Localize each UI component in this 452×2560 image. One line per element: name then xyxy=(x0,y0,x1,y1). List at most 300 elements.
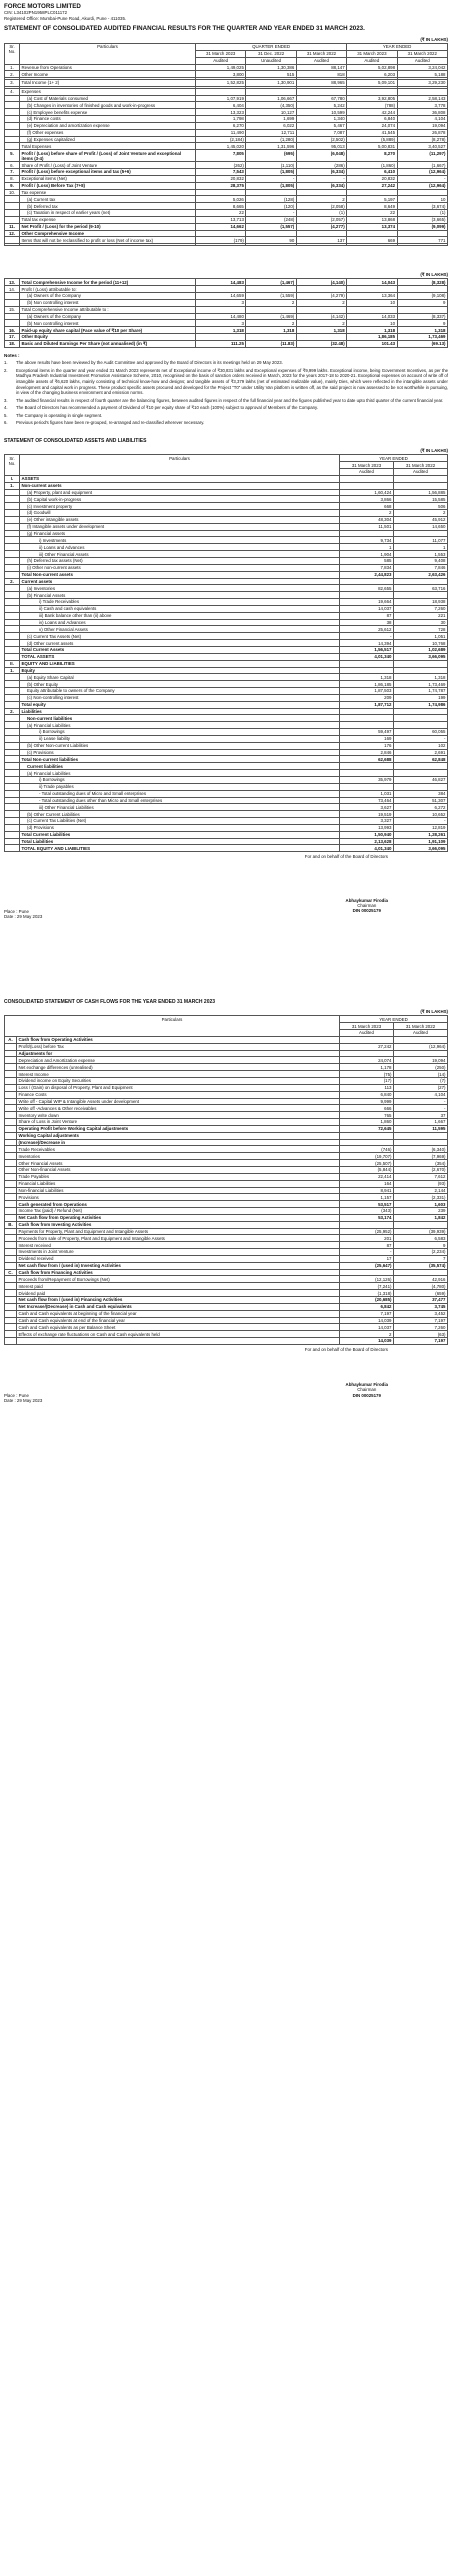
assets-row-value: 87 xyxy=(340,612,394,619)
assets-row xyxy=(5,530,448,537)
cashflow-row-value: 87 xyxy=(340,1242,394,1249)
results-row xyxy=(5,71,448,78)
results-row-value: (11.83) xyxy=(246,340,296,347)
assets-row-label: Total Liabilities xyxy=(20,838,340,845)
cashflow-status-0: Audited xyxy=(340,1030,394,1037)
cashflow-row-sr xyxy=(5,1043,17,1050)
cashflow-row-value: 239 xyxy=(394,1208,448,1215)
assets-row-sr xyxy=(5,818,20,825)
results-row-sr: 5. xyxy=(5,150,20,162)
assets-status-1: Audited xyxy=(394,469,448,476)
assets-row-value xyxy=(394,763,448,770)
results-row-sr: 18. xyxy=(5,340,20,347)
assets-row-value: 1 xyxy=(340,544,394,551)
assets-row-sr xyxy=(5,564,20,571)
assets-row-label: (d) Other current assets xyxy=(20,640,340,647)
results-row-value xyxy=(397,88,447,95)
cashflow-row-value: (19,707) xyxy=(340,1153,394,1160)
assets-row-value xyxy=(340,667,394,674)
results-row-label: Tax expense xyxy=(20,189,196,196)
cashflow-row-value: (343) xyxy=(340,1208,394,1215)
assets-row xyxy=(5,708,448,715)
cashflow-row-label: Share of Loss in Joint Venture xyxy=(17,1119,340,1126)
cashflow-row-label xyxy=(17,1338,340,1345)
assets-date-1: 31 March 2022 xyxy=(394,462,448,469)
cashflow-date-1: 31 March 2022 xyxy=(394,1023,448,1030)
results-row-value: (1,805) xyxy=(246,182,296,189)
assets-row-value: 1,553 xyxy=(394,551,448,558)
results-row-value xyxy=(397,306,447,313)
results-row-label: Other Income xyxy=(20,71,196,78)
cashflow-row xyxy=(5,1276,448,1283)
assets-row-sr xyxy=(5,756,20,763)
cashflow-row xyxy=(5,1071,448,1078)
results-row-sr xyxy=(5,237,20,244)
note-item xyxy=(4,413,448,419)
assets-row-value: 1,91,109 xyxy=(394,838,448,845)
cashflow-row-value xyxy=(340,1269,394,1276)
results-row-value: (4,142) xyxy=(296,313,346,320)
assets-row-value: 1,28,261 xyxy=(394,831,448,838)
results-status-4: Audited xyxy=(397,57,447,64)
cashflow-row-value: (7,241) xyxy=(340,1283,394,1290)
results-row-value: 3,800 xyxy=(196,71,246,78)
cashflow-row-value: (7) xyxy=(394,1078,448,1085)
assets-row-sr xyxy=(5,516,20,523)
results-row xyxy=(5,216,448,223)
results-row-value: (120) xyxy=(246,203,296,210)
assets-row xyxy=(5,722,448,729)
assets-title: STATEMENT OF CONSOLIDATED ASSETS AND LIABILITIES xyxy=(4,438,147,445)
results-row-value: 8,649 xyxy=(347,203,397,210)
cashflow-row-label: Payments for Property, Plant and Equipment and Intangible Assets xyxy=(17,1228,340,1235)
results-row-sr: 1. xyxy=(5,64,20,71)
assets-row-label: Current assets xyxy=(20,578,340,585)
results-row-value: 10 xyxy=(347,299,397,306)
assets-row-value: 10,652 xyxy=(394,811,448,818)
cashflow-row-value: 14,037 xyxy=(340,1324,394,1331)
cashflow-row-sr xyxy=(5,1139,17,1146)
cashflow-row xyxy=(5,1084,448,1091)
results-row-value: 88,965 xyxy=(296,80,346,87)
cashflow-row-value: 201 xyxy=(340,1235,394,1242)
assets-row xyxy=(5,681,448,688)
cashflow-row-sr xyxy=(5,1146,17,1153)
results-row-label: (b) Non controlling interest xyxy=(20,299,196,306)
assets-row-sr: 2. xyxy=(5,708,20,715)
cashflow-row-sr xyxy=(5,1242,17,1249)
assets-row-value: 585 xyxy=(340,558,394,565)
cashflow-row-value xyxy=(340,1132,394,1139)
assets-row-value: 9,408 xyxy=(394,558,448,565)
results-row-value: 14,033 xyxy=(347,313,397,320)
results-row-value: 5,197 xyxy=(347,196,397,203)
cashflow-row-value: (63) xyxy=(394,1331,448,1338)
cashflow-row-value: 53,174 xyxy=(340,1214,394,1221)
results-row-value: 6,203 xyxy=(347,71,397,78)
assets-row-value: 1,318 xyxy=(394,674,448,681)
cashflow-row-sr xyxy=(5,1050,17,1057)
cashflow-row-value: (659) xyxy=(394,1290,448,1297)
assets-row-label: Total equity xyxy=(20,701,340,708)
results-row-sr: 6. xyxy=(5,162,20,169)
assets-row-value: 2,846 xyxy=(340,749,394,756)
results-row-value: 1,318 xyxy=(246,327,296,334)
results-row-value xyxy=(296,244,346,246)
results-row-value: 7,805 xyxy=(196,150,246,162)
cashflow-row-label: (Increase)/Decrease in xyxy=(17,1139,340,1146)
assets-row-label: (b) Other Non-current Liabilities xyxy=(20,742,340,749)
cashflow-row-label: Net Increase/(Decrease) in Cash and Cash equivalents xyxy=(17,1303,340,1310)
results-row-value xyxy=(296,88,346,95)
assets-row-value: 4,01,340 xyxy=(340,845,394,852)
results-row-label: (a) Cost of Materials consumed xyxy=(20,95,196,102)
results-row xyxy=(5,286,448,293)
results-row-value: 3,24,042 xyxy=(397,64,447,71)
results-row-value xyxy=(196,88,246,95)
assets-row-sr xyxy=(5,633,20,640)
results-row-value: (1,860) xyxy=(347,162,397,169)
results-row-value: 95,013 xyxy=(296,143,346,150)
cashflow-row xyxy=(5,1290,448,1297)
results-row-sr xyxy=(5,143,20,150)
company-cin: CIN: L34102PN1958PLC011172 xyxy=(4,10,68,16)
results-row-label: (a) Owners of the Company xyxy=(20,313,196,320)
cashflow-row-value: (12,126) xyxy=(340,1276,394,1283)
cashflow-row-sr xyxy=(5,1249,17,1256)
results-row-value: 28,375 xyxy=(196,182,246,189)
assets-row-value: 35,979 xyxy=(340,777,394,784)
cashflow-signatory-din: DIN 00025179 xyxy=(352,1392,381,1398)
results-row-value: 1,318 xyxy=(296,327,346,334)
results-row-value: (1,667) xyxy=(397,162,447,169)
assets-row-value xyxy=(394,482,448,489)
results-row-sr: 4. xyxy=(5,88,20,95)
assets-row-label: Total Current Assets xyxy=(20,646,340,653)
note-number: 4. xyxy=(4,405,8,411)
results-row xyxy=(5,150,448,162)
cashflow-row-label: Proceeds from/Repayment of Borrowings (Net) xyxy=(17,1276,340,1283)
assets-row-sr xyxy=(5,681,20,688)
results-row-value: 26,878 xyxy=(397,129,447,136)
assets-place: Place : Pune xyxy=(4,908,29,914)
cashflow-row-label: Profit/(Loss) before Tax xyxy=(17,1043,340,1050)
cashflow-row xyxy=(5,1078,448,1085)
assets-row xyxy=(5,667,448,674)
cashflow-row-label: Operating Profit before Working Capital adjustments xyxy=(17,1125,340,1132)
cashflow-row-sr xyxy=(5,1125,17,1132)
assets-row xyxy=(5,599,448,606)
cashflow-row-value: (25,507) xyxy=(340,1160,394,1167)
cashflow-row-sr xyxy=(5,1105,17,1112)
cashflow-row xyxy=(5,1194,448,1201)
assets-row-value xyxy=(340,482,394,489)
cashflow-row-label: Other Non-financial Assets xyxy=(17,1166,340,1173)
assets-row xyxy=(5,482,448,489)
assets-row-value xyxy=(340,592,394,599)
assets-row-label: (b) Financial Assets xyxy=(20,592,340,599)
cashflow-row xyxy=(5,1119,448,1126)
results-row-value: (2,057) xyxy=(296,216,346,223)
assets-row-value: 45,912 xyxy=(394,516,448,523)
cashflow-row-value: 6,842 xyxy=(340,1303,394,1310)
results-row-value: 6,022 xyxy=(246,122,296,129)
results-row-value: 20,832 xyxy=(196,175,246,182)
results2-unit: (₹ IN LAKHS) xyxy=(420,272,448,278)
cashflow-row xyxy=(5,1050,448,1057)
results-row-sr xyxy=(5,109,20,116)
assets-row-value: 2,691 xyxy=(394,749,448,756)
cashflow-row-label: Trade Payables xyxy=(17,1173,340,1180)
cashflow-row xyxy=(5,1221,448,1228)
note-text: The audited financial results in respect of fourth quarter are the balancing figures, between audited figures in respect of the full financial year and the figures published year to date upto third quarter of the current financial year. xyxy=(16,397,444,403)
results-row-value: (788) xyxy=(347,102,397,109)
assets-row xyxy=(5,585,448,592)
cashflow-row-sr xyxy=(5,1262,17,1269)
assets-row-value xyxy=(340,715,394,722)
results-row-label: Total tax expense xyxy=(20,216,196,223)
cashflow-row-value: 2,144 xyxy=(394,1187,448,1194)
results-row-value: 13,868 xyxy=(347,216,397,223)
note-text: Exceptional items in the quarter and year ended 31 March 2023 represents net of Exceptional income of ₹30,831 lakhs and Exceptional expenses of ₹9,999 lakhs. Exceptional income, being Government Incentives, as per the Madhya Pradesh Industrial Investment Promotion Assistance Scheme, 2010, recognised on the basis of sanction orders received in March, 2023 for the years 2017-18 to 2020-21. Exceptional expenses on account of write off of intangible assets of ₹6,620 lakhs, mainly consisting of technical know-how and designs; and tangible assets of ₹3,379 lakhs (net of estimated realizable value), mainly Dies, which were reflected in the intangible assets under development and capital work in progress. These product specific assets procured and developed for the Project “T0” under Utility Van platform is written off, as the said project is now assessed to be not worthwhile in pursuing, in view of the changing business environment and emission norms. xyxy=(16,367,448,396)
registered-office: Registered Office: Mumbai-Pune Road, Akurdi, Pune - 411035. xyxy=(4,15,127,21)
results-row xyxy=(5,334,448,341)
results-row xyxy=(5,122,448,129)
results-row-value: 1,52,825 xyxy=(196,80,246,87)
cashflow-row-label: Net cash flow from / (used in) Financing Activities xyxy=(17,1297,340,1304)
cashflow-row-sr xyxy=(5,1091,17,1098)
cashflow-row-value: 53,517 xyxy=(340,1201,394,1208)
results-row-value: (4,279) xyxy=(296,293,346,300)
results-row-value xyxy=(196,334,246,341)
results-row-label: Total Income (1+ 2) xyxy=(20,80,196,87)
results-row-value: 4,104 xyxy=(397,116,447,123)
cashflow-row-value: (2,670) xyxy=(394,1166,448,1173)
assets-row xyxy=(5,653,448,660)
results-row-value: 1,07,919 xyxy=(196,95,246,102)
assets-row-label: ASSETS xyxy=(20,475,340,482)
results-row-value: 1,340 xyxy=(296,116,346,123)
cashflow-unit: (₹ IN LAKHS) xyxy=(420,1009,448,1015)
cashflow-row-value: 8,941 xyxy=(340,1187,394,1194)
col-sr: Sr. No. xyxy=(5,44,20,65)
results-row xyxy=(5,196,448,203)
results-row xyxy=(5,102,448,109)
assets-row xyxy=(5,592,448,599)
results-row-label: (a) Current tax xyxy=(20,196,196,203)
results-row-value: 1,798 xyxy=(196,116,246,123)
cashflow-signature-block xyxy=(4,1382,448,1404)
cashflow-row-value: 2 xyxy=(340,1331,394,1338)
cashflow-row-value xyxy=(340,1050,394,1057)
cashflow-row-value: 7,197 xyxy=(394,1317,448,1324)
assets-row xyxy=(5,612,448,619)
results-row-value xyxy=(296,306,346,313)
note-number: 5. xyxy=(4,412,8,418)
assets-row-sr xyxy=(5,790,20,797)
assets-row xyxy=(5,688,448,695)
results-date-3: 31 March 2023 xyxy=(347,50,397,57)
cashflow-row-label: Inventory write down xyxy=(17,1112,340,1119)
assets-row-label: (a) Inventories xyxy=(20,585,340,592)
results-row-value: (1,467) xyxy=(246,279,296,286)
cashflow-row-sr xyxy=(5,1317,17,1324)
results-row-value: 818 xyxy=(296,71,346,78)
cashflow-row-label: Non-financial Liabilities xyxy=(17,1187,340,1194)
results-row-value: 1,49,025 xyxy=(196,64,246,71)
results-row-value: 8,665 xyxy=(196,203,246,210)
results-row-label: (b) Changes in inventories of finished goods and work-in-progress xyxy=(20,102,196,109)
assets-row-label: (b) Other Current Liabilities xyxy=(20,811,340,818)
results-row-value: (179) xyxy=(196,237,246,244)
results-row-value: 9 xyxy=(397,299,447,306)
cashflow-row-label: Dividend income on Equity Securities xyxy=(17,1078,340,1085)
results-row-value: 1,86,185 xyxy=(347,334,397,341)
assets-row-label: (d) Provisions xyxy=(20,824,340,831)
assets-row-value: 9,734 xyxy=(340,537,394,544)
results-row-value xyxy=(347,306,397,313)
results-row-sr xyxy=(5,95,20,102)
results-date-0: 31 March 2023 xyxy=(196,50,246,57)
cashflow-row-value: 1,860 xyxy=(340,1119,394,1126)
assets-row xyxy=(5,838,448,845)
results-row xyxy=(5,175,448,182)
assets-row-value: 1,60,424 xyxy=(340,489,394,496)
results-row-value: 42,244 xyxy=(347,109,397,116)
assets-row-value: 11,501 xyxy=(340,523,394,530)
assets-row-value: 728 xyxy=(394,626,448,633)
assets-row xyxy=(5,729,448,736)
results-row-label: Paid-up equity share capital (Face value of ₹10 per Share) xyxy=(20,327,196,334)
cashflow-row-value: (35,574) xyxy=(394,1262,448,1269)
results-row xyxy=(5,169,448,176)
results-table xyxy=(4,43,448,246)
cashflow-row-sr xyxy=(5,1324,17,1331)
assets-row-label: Total Non-current liabilities xyxy=(20,756,340,763)
assets-row-value: 10,768 xyxy=(394,640,448,647)
assets-row-label: Equity attributable to owners of the Company xyxy=(20,688,340,695)
results-row xyxy=(5,203,448,210)
assets-row xyxy=(5,564,448,571)
cashflow-row-value: 1,842 xyxy=(394,1214,448,1221)
cashflow-row-sr xyxy=(5,1180,17,1187)
cashflow-row-label: Interest received xyxy=(17,1242,340,1249)
results-row-value: (8,278) xyxy=(397,136,447,143)
cashflow-row-sr xyxy=(5,1084,17,1091)
note-item xyxy=(4,368,448,396)
results-row-value: (1,469) xyxy=(246,313,296,320)
cashflow-row-value: 24,074 xyxy=(340,1057,394,1064)
assets-row-value: 19,519 xyxy=(340,811,394,818)
cashflow-row xyxy=(5,1331,448,1338)
assets-row xyxy=(5,797,448,804)
results-row-value: (12,964) xyxy=(397,182,447,189)
results-row-value: 1,318 xyxy=(397,327,447,334)
results-row-value: 41,545 xyxy=(347,129,397,136)
assets-col-particulars: Particulars xyxy=(20,455,340,476)
cashflow-row-value: 7,612 xyxy=(394,1173,448,1180)
cashflow-row xyxy=(5,1303,448,1310)
assets-row-sr xyxy=(5,838,20,845)
results-row-sr: 16. xyxy=(5,327,20,334)
results-row-value: 1,73,469 xyxy=(397,334,447,341)
results-row-value: (6,334) xyxy=(296,182,346,189)
results-row-value xyxy=(347,230,397,237)
results-row-label: Profit / (Loss) before share of Profit / (Loss) of Joint Venture and exceptional items (3-4) xyxy=(20,150,196,162)
results-row xyxy=(5,143,448,150)
results-row-sr: 8. xyxy=(5,175,20,182)
assets-row-value: 82,655 xyxy=(340,585,394,592)
cashflow-row-label: Income Tax (paid) / Refund (Net) xyxy=(17,1208,340,1215)
cashflow-row xyxy=(5,1180,448,1187)
cashflow-col-particulars: Particulars xyxy=(5,1016,340,1037)
cashflow-row-label: Depreciation and Amortization expense xyxy=(17,1057,340,1064)
results-row-label: (d) Finance costs xyxy=(20,116,196,123)
cashflow-row-value: 17 xyxy=(340,1255,394,1262)
results-row-sr xyxy=(5,313,20,320)
cashflow-signatory-name: Abhaykumar Firodia xyxy=(345,1382,388,1388)
results-row-label: Share of Profit / (Loss) of Joint Venture xyxy=(20,162,196,169)
results-row-sr xyxy=(5,293,20,300)
assets-row-sr xyxy=(5,674,20,681)
assets-row-sr xyxy=(5,537,20,544)
results-row xyxy=(5,327,448,334)
results-row xyxy=(5,279,448,286)
results-row xyxy=(5,80,448,87)
assets-row-value: 46,827 xyxy=(394,777,448,784)
cashflow-row-value xyxy=(340,1036,394,1043)
assets-row-label: (a) Financial Liabilities xyxy=(20,770,340,777)
assets-row xyxy=(5,701,448,708)
cashflow-row xyxy=(5,1112,448,1119)
assets-row-sr xyxy=(5,612,20,619)
assets-row-value: 102 xyxy=(394,742,448,749)
assets-row-sr xyxy=(5,845,20,852)
results-date-4: 31 March 2022 xyxy=(397,50,447,57)
assets-row-sr: 2. xyxy=(5,578,20,585)
results-row-value: (695) xyxy=(246,150,296,162)
results-row-value: 3,29,230 xyxy=(397,80,447,87)
results-row-value: (1,280) xyxy=(246,136,296,143)
cashflow-row xyxy=(5,1132,448,1139)
assets-row-sr xyxy=(5,503,20,510)
cashflow-row xyxy=(5,1317,448,1324)
results-row-label: Net Profit / (Loss) for the period (9-10) xyxy=(20,223,196,230)
results-row xyxy=(5,223,448,230)
assets-row xyxy=(5,818,448,825)
results-row-value: (69.13) xyxy=(397,340,447,347)
assets-row xyxy=(5,619,448,626)
cashflow-row-sr xyxy=(5,1338,17,1345)
assets-row-value: 30 xyxy=(394,619,448,626)
assets-row-label: ii) Cash and cash equivalents xyxy=(20,605,340,612)
results-row-value: 8,270 xyxy=(347,150,397,162)
results-row-value xyxy=(246,189,296,196)
cashflow-row-value: (25,647) xyxy=(340,1262,394,1269)
assets-row-value: 221 xyxy=(394,612,448,619)
assets-row-sr xyxy=(5,783,20,790)
cashflow-row-label: Working Capital adjustments xyxy=(17,1132,340,1139)
cashflow-row-value xyxy=(394,1036,448,1043)
results-row-sr xyxy=(5,216,20,223)
cashflow-place: Place : Pune xyxy=(4,1393,29,1399)
cashflow-row-label: Cash flow from Operating Activities xyxy=(17,1036,340,1043)
assets-row-label: iii) Other Financial Liabilities xyxy=(20,804,340,811)
results-row-sr xyxy=(5,116,20,123)
cashflow-row-value xyxy=(394,1269,448,1276)
assets-row-value: 1,50,940 xyxy=(340,831,394,838)
assets-row xyxy=(5,660,448,667)
